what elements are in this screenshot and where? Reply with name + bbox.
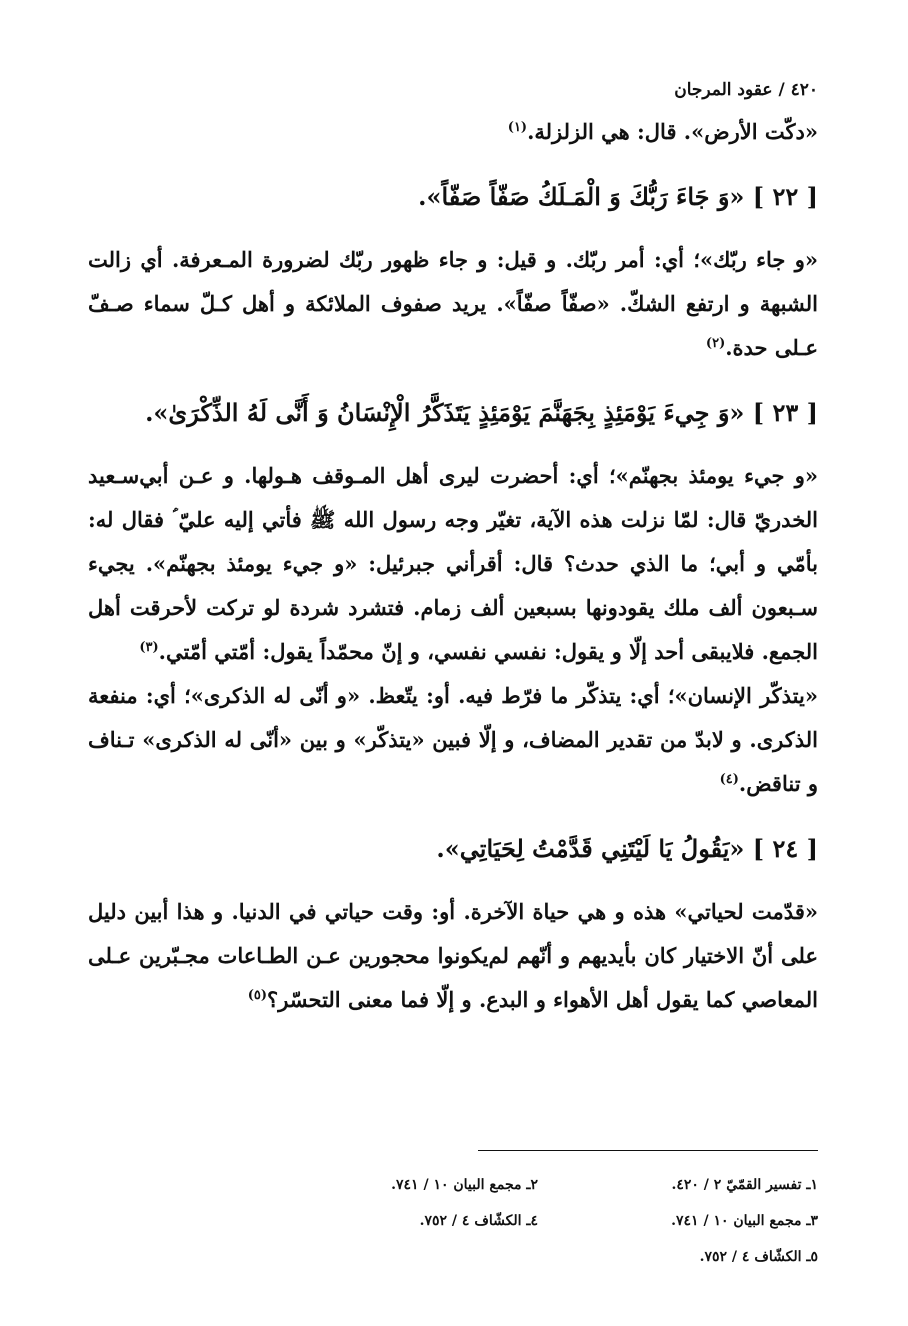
paragraph-5-text: «قدّمت لحياتي» هذه و هي حياة الآخرة. أو: وقت حياتي في الدنيا. و هذا أبين دليل على أنّ الاختيار كان بأيديهم و أنّهم لم‌يكونوا محجورين عـن الطـاعات مجـبّرين عـلى المعاصي كما يقول أهل الأهواء و البدع. و إلّا فما معنى التحسّر؟ <box>88 899 818 1012</box>
footnote-2: ٢ـ مجمع البيان ١٠ / ٧٤١. <box>391 1177 538 1193</box>
document-page <box>88 70 818 1310</box>
footnote-5: ٥ـ الكشّاف ٤ / ٧٥٢. <box>699 1249 818 1265</box>
paragraph-1 <box>88 110 818 154</box>
footnote-divider <box>478 1150 818 1151</box>
verse-22: [ ٢٢ ] «وَ جَاءَ رَبُّكَ وَ الْمَـلَكُ صَفّاً صَفّاً». <box>418 182 818 211</box>
footnote-4: ٤ـ الكشّاف ٤ / ٧٥٢. <box>419 1213 538 1229</box>
footnotes <box>258 1170 818 1272</box>
paragraph-2 <box>88 238 818 370</box>
paragraph-4 <box>88 674 818 806</box>
paragraph-4-text: «يتذكّر الإنسان»؛ أي: يتذكّر ما فرّط فيه. أو: يتّعظ. «و أنّى له الذكرى»؛ أي: منفعة الذكرى. و لابدّ من تقدير المضاف، و إلّا فبين «يتذكّر» و بين «أنّى له الذكرى» تـناف و تناقض. <box>88 683 818 796</box>
footnote-ref-5: (٥) <box>247 988 268 1003</box>
footnote-ref-1: (١) <box>507 120 528 135</box>
page-number: ٤٢٠ <box>790 80 818 100</box>
paragraph-3-text: «و جيء يومئذ بجهنّم»؛ أي: أحضرت ليرى أهل المـوقف هـولها. و عـن أبي‌سـعيد الخدريّ قال: لمّا نزلت هذه الآية، تغيّر وجه رسول الله ﷺ فأتي إليه عليّ ؑ فقال له: بأمّي و أبي؛ ما الذي حدث؟ قال: أقرأني جبرئيل: «و جيء يومئذ بجهنّم». يجيء سـبعون ألف ملك يقودونها بسبعين ألف زمام. فتشرد شردة لو تركت لأحرقت أهل الجمع. فلايبقى أحد إلّا و يقول: نفسي نفسي، و إنّ محمّداً يقول: أمّتي أمّتي. <box>88 463 818 664</box>
footnote-ref-4: (٤) <box>719 772 739 787</box>
footnote-ref-2: (٢) <box>705 336 726 351</box>
header-separator: / <box>778 80 785 100</box>
paragraph-1-text: «دكّت الأرض». قال: هي الزلزلة. <box>527 119 818 144</box>
verse-23: [ ٢٣ ] «وَ جِيءَ يَوْمَئِذٍ بِجَهَنَّمَ يَوْمَئِذٍ يَتَذَكَّرُ الْإِنْسَانُ وَ أَنَّى لَهُ الذِّكْرَىٰ». <box>145 398 818 427</box>
paragraph-2-text: «و جاء ربّك»؛ أي: أمر ربّك. و قيل: و جاء ظهور ربّك لضرورة المـعرفة. أي زالت الشبهة و ارتفع الشكّ. «صفّاً صفّاً». يريد صفوف الملائكة و أهل كـلّ سماء صـفّ عـلى حدة. <box>88 247 818 360</box>
book-title: عقود المرجان <box>674 80 773 100</box>
footnote-1: ١ـ تفسير القمّيّ ٢ / ٤٢٠. <box>671 1177 818 1193</box>
paragraph-3 <box>88 454 818 674</box>
page-header <box>88 70 818 110</box>
footnote-3: ٣ـ مجمع البيان ١٠ / ٧٤١. <box>671 1213 818 1229</box>
footnote-ref-3: (٣) <box>139 640 159 655</box>
verse-24: [ ٢٤ ] «يَقُولُ يَا لَيْتَنِي قَدَّمْتُ لِحَيَاتِي». <box>436 834 818 863</box>
paragraph-5 <box>88 890 818 1022</box>
